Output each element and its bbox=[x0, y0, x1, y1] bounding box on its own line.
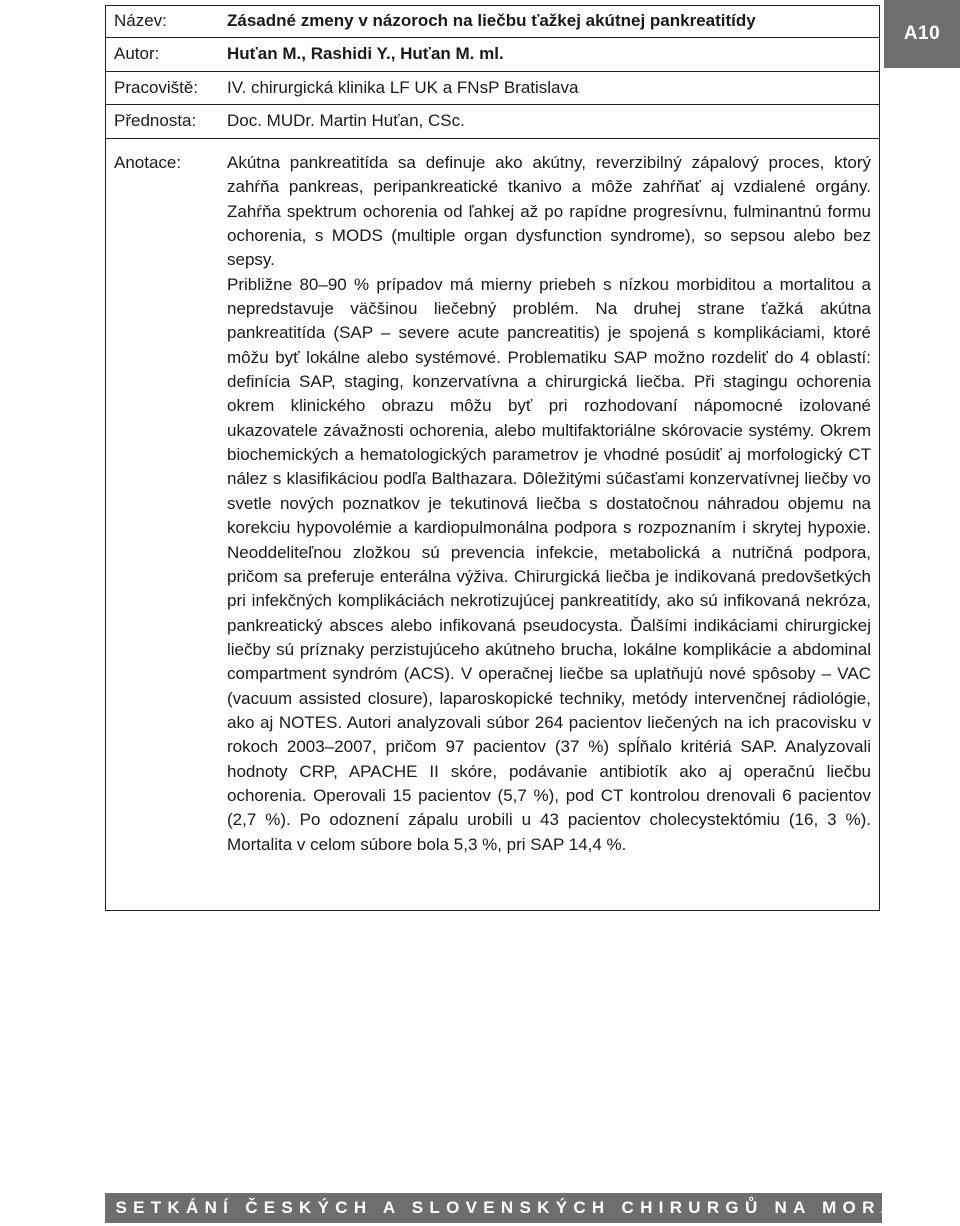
workplace-label: Pracoviště: bbox=[114, 78, 199, 97]
head-value: Doc. MUDr. Martin Huťan, CSc. bbox=[227, 111, 465, 130]
page-code-badge: A10 bbox=[884, 0, 960, 68]
head-row bbox=[106, 104, 879, 139]
workplace-value: IV. chirurgická klinika LF UK a FNsP Bratislava bbox=[227, 78, 579, 97]
annotation-paragraph-2: Približne 80–90 % prípadov má mierny priebeh s nízkou morbiditou a mortalitou a nepredstavuje väčšinou liečebný problém. Na druhej strane ťažká akútna pankreatitída (SAP – severe acute pancreatitis) je spojená s komplikáciami, ktoré môžu byť lokálne alebo systémové. Problematiku SAP možno rozdeliť do 4 oblastí: definícia SAP, staging, konzervatívna a chirurgická liečba. Při stagingu ochorenia okrem klinického obrazu môžu byť pri rozhodovaní nápomocné izolované ukazovatele závažnosti ochorenia, alebo multifaktoriálne skórovacie systémy. Okrem biochemických a hematologických parametrov je vhodné posúdiť aj morfologický CT nález s klasifikáciou podľa Balthazara. Dôležitými súčasťami konzervatívnej liečby vo svetle nových poznatkov je tekutinová liečba s dostatočnou náhradou objemu na korekciu hypovolémie a kardiopulmonálna podpora s rozpoznaním i skrytej hypoxie. Neoddeliteľnou zložkou sú prevencia infekcie, metabolická a nutričná podpora, pričom sa preferuje enterálna výživa. Chirurgická liečba je indikovaná predovšetkých pri infekčných komplikáciách nekrotizujúcej pankreatitídy, ako sú infikovaná nekróza, pankreatický absces alebo infikovaná pseudocysta. Ďalšími indikáciami chirurgickej liečby sú príznaky perzistujúceho akútneho brucha, lokálne komplikácie a abdominal compartment syndróm (ACS). V operačnej liečbe sa uplatňujú nové spôsoby – VAC (vacuum assisted closure), laparoskopické techniky, metódy intervenčnej rádiológie, ako aj NOTES. Autori analyzovali súbor 264 pacientov liečených na ich pracovisku v rokoch 2003–2007, pričom 97 pacientov (37 %) spĺňalo kritériá SAP. Analyzovali hodnoty CRP, APACHE II skóre, podávanie antibiotík ako aj operačnú liečbu ochorenia. Operovali 15 pacientov (5,7 %), pod CT kontrolou drenovali 6 pacientov (2,7 %). Po odoznení zápalu urobili u 43 pacientov cholecystektómiu (16, 3 %). Mortalita v celom súbore bola 5,3 %, pri SAP 14,4 %. bbox=[227, 274, 871, 854]
title-label: Název: bbox=[114, 11, 167, 30]
authors-row bbox=[106, 37, 879, 72]
conference-footer: XII. SETKÁNÍ ČESKÝCH A SLOVENSKÝCH CHIRURGŮ NA MORAVĚ bbox=[105, 1193, 882, 1223]
annotation-label: Anotace: bbox=[114, 153, 182, 172]
title-row bbox=[106, 6, 879, 38]
abstract-record-table bbox=[105, 5, 880, 911]
authors-label: Autor: bbox=[114, 44, 160, 63]
authors-value: Huťan M., Rashidi Y., Huťan M. ml. bbox=[227, 44, 504, 63]
head-label: Přednosta: bbox=[114, 111, 197, 130]
annotation-row bbox=[106, 138, 879, 910]
annotation-text bbox=[227, 151, 871, 857]
annotation-paragraph-1: Akútna pankreatitída sa definuje ako akútny, reverzibilný zápalový proces, ktorý zahŕňa pankreas, peripankreatické tkanivo a môže zahŕňať aj vzdialené orgány. Zahŕňa spektrum ochorenia od ľahkej až po rapídne progresívnu, fulminantnú formu ochorenia, s MODS (multiple organ dysfunction syndrome), so sepsou alebo bez sepsy. bbox=[227, 153, 871, 270]
title-value: Zásadné zmeny v názoroch na liečbu ťažkej akútnej pankreatitídy bbox=[227, 11, 756, 30]
workplace-row bbox=[106, 71, 879, 105]
